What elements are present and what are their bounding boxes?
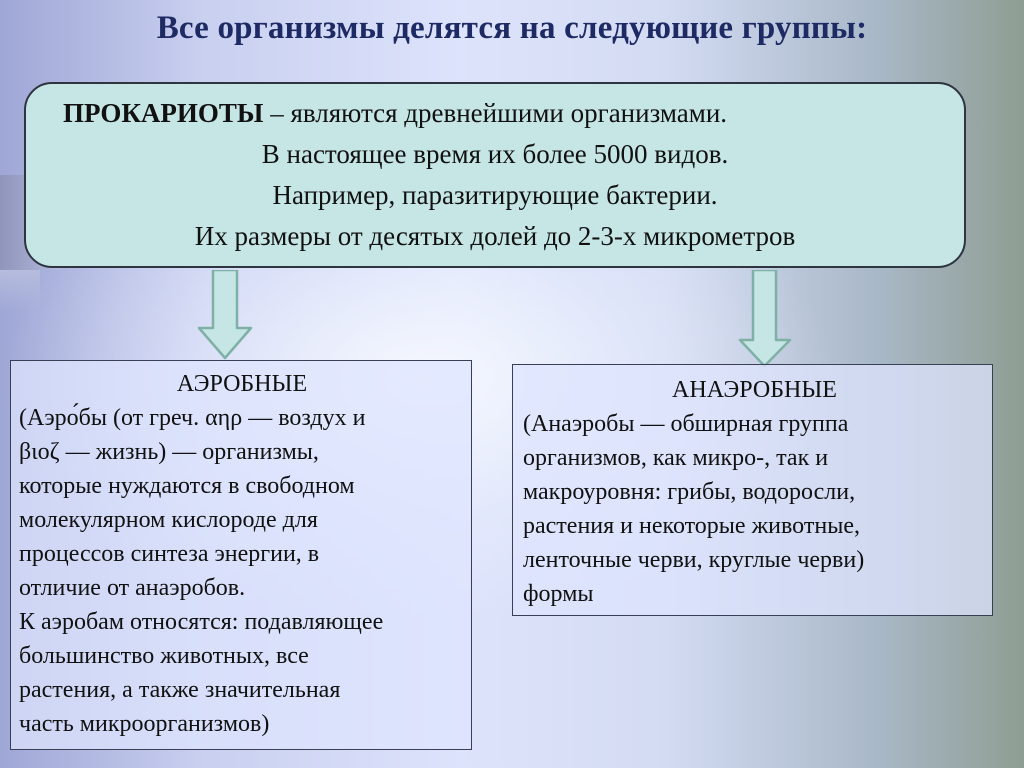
slide-title: Все организмы делятся на следующие группы: [156,10,868,46]
aerobic-line: молекулярном кислороде для [19,507,318,533]
anaerobic-line: ленточные черви, круглые черви) [523,547,865,573]
aerobic-box [10,360,472,750]
anaerobic-heading: АНАЭРОБНЫЕ [672,377,837,403]
aerobic-line: отличие от анаэробов. [19,575,246,601]
anaerobic-box [512,364,993,616]
aerobic-line: часть микроорганизмов) [19,711,270,737]
aerobic-line: растения, а также значительная [19,677,341,703]
decorative-band-shadow [0,270,40,310]
anaerobic-line: макроуровня: грибы, водоросли, [523,479,856,505]
anaerobic-text [523,407,986,611]
anaerobic-line: формы [523,581,594,607]
aerobic-line: большинство животных, все [19,643,309,669]
aerobic-heading: АЭРОБНЫЕ [176,371,308,397]
aerobic-text [19,401,465,741]
prokaryotes-line-3: Например, паразитирующие бактерии. [272,180,718,210]
prokaryotes-box [24,82,966,268]
prokaryotes-line-2: В настоящее время их более 5000 видов. [261,139,729,169]
prokaryotes-line-1-rest: – являются древнейшими организмами. [263,98,728,128]
anaerobic-line: (Анаэробы — обширная группа [523,411,849,437]
prokaryotes-line-4: Их размеры от десятых долей до 2-3-х микрометров [194,221,796,251]
aerobic-line: (Аэро́бы (от греч. αηρ — воздух и [19,405,366,431]
anaerobic-line: растения и некоторые животные, [523,513,860,539]
anaerobic-line: организмов, как микро-, так и [523,445,829,471]
aerobic-line: процессов синтеза энергии, в [19,541,320,567]
prokaryotes-term: ПРОКАРИОТЫ [63,98,264,128]
prokaryotes-line-1 [26,93,964,134]
aerobic-line: К аэробам относятся: подавляющее [19,609,384,635]
down-arrow-left-icon [195,270,255,362]
aerobic-line: βιοζ — жизнь) — организмы, [19,439,319,465]
aerobic-line: которые нуждаются в свободном [19,473,355,499]
down-arrow-right-icon [738,270,792,368]
